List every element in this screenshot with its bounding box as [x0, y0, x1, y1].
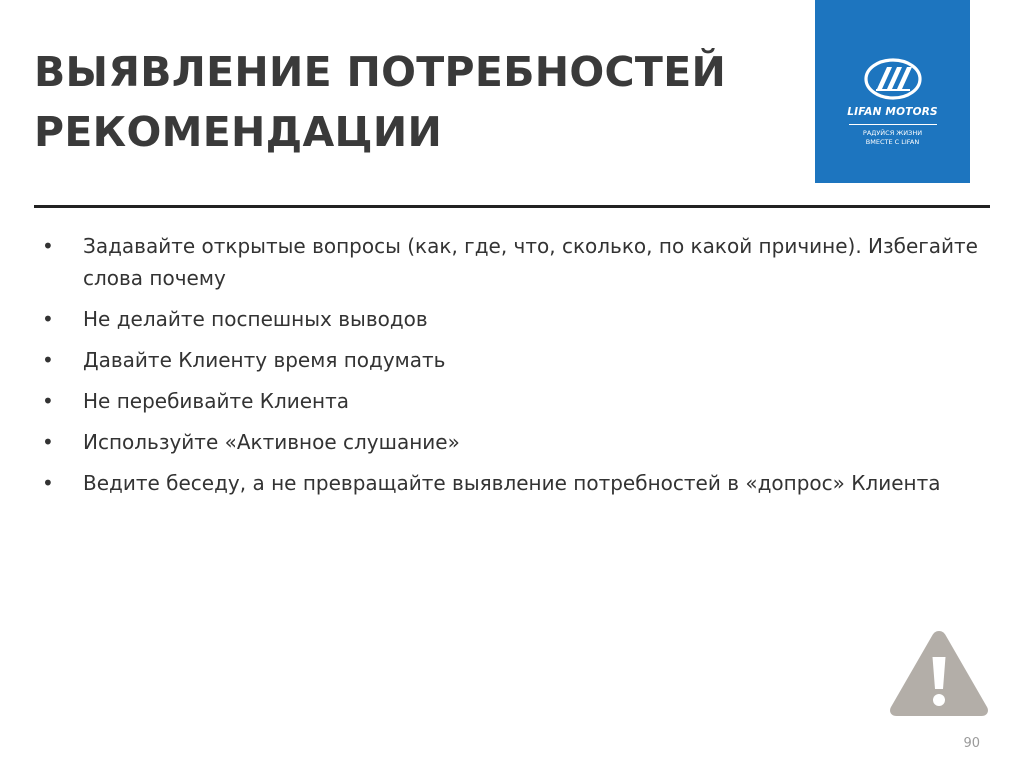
list-item	[40, 467, 980, 499]
bullet-text: Давайте Клиенту время подумать	[83, 348, 446, 372]
slide-title-line-2: РЕКОМЕНДАЦИИ	[34, 108, 443, 156]
logo-brand-name: LIFAN MOTORS	[847, 106, 938, 118]
logo-slogan	[815, 129, 970, 147]
slide-title-line-1: ВЫЯВЛЕНИЕ ПОТРЕБНОСТЕЙ	[34, 48, 727, 96]
bullet-dot-icon: •	[42, 430, 54, 454]
list-item	[40, 303, 980, 335]
page-number: 90	[963, 736, 980, 751]
warning-triangle-icon	[885, 625, 993, 721]
bullet-text: Не перебивайте Клиента	[83, 389, 350, 413]
bullet-dot-icon: •	[42, 471, 54, 495]
logo-slogan-line-2: ВМЕСТЕ С LIFAN	[865, 138, 920, 146]
list-item	[40, 426, 980, 458]
title-divider	[34, 205, 990, 208]
bullet-text: Используйте «Активное слушание»	[83, 430, 460, 454]
logo-rule	[849, 124, 937, 125]
bullet-text: Не делайте поспешных выводов	[83, 307, 428, 331]
lifan-motors-logo	[815, 0, 970, 183]
list-item	[40, 230, 980, 294]
bullet-dot-icon: •	[42, 234, 54, 258]
list-item	[40, 344, 980, 376]
bullet-dot-icon: •	[42, 348, 54, 372]
lifan-sails-logo-icon	[863, 57, 923, 101]
bullet-dot-icon: •	[42, 389, 54, 413]
bullet-text: Ведите беседу, а не превращайте выявление потребностей в «допрос» Клиента	[83, 471, 941, 495]
bullet-dot-icon: •	[42, 307, 54, 331]
slide-title	[34, 42, 794, 162]
logo-slogan-line-1: РАДУЙСЯ ЖИЗНИ	[862, 129, 923, 137]
bullet-text: Задавайте открытые вопросы (как, где, что, сколько, по какой причине). Избегайте слова почему	[83, 234, 978, 290]
list-item	[40, 385, 980, 417]
recommendations-list	[40, 230, 980, 508]
